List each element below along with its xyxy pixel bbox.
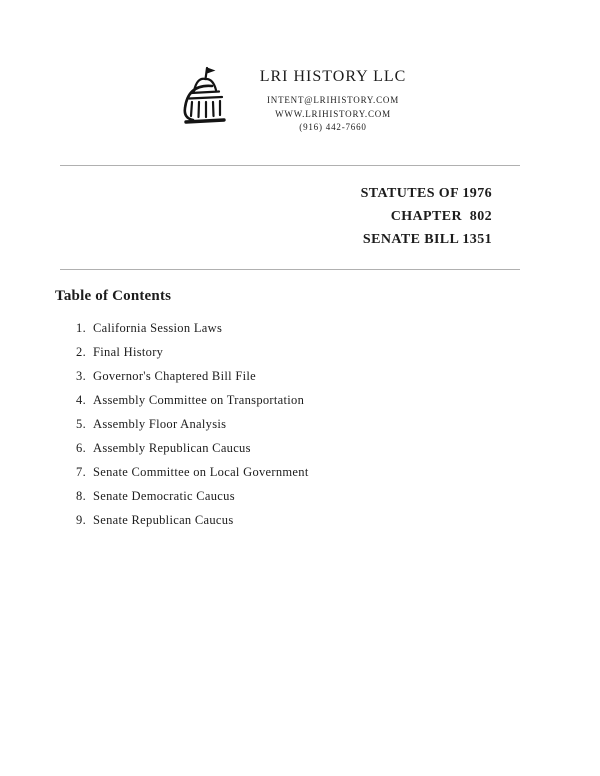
statute-bill: SENATE BILL 1351 [362, 231, 492, 247]
toc-item-label: Final History [93, 344, 164, 359]
capitol-logo-icon [174, 64, 230, 134]
toc-item [70, 465, 600, 489]
toc-item-number: 9. [76, 512, 86, 527]
toc-item [70, 441, 600, 465]
toc-title: Table of Contents [55, 287, 172, 304]
toc-item [70, 369, 600, 393]
letterhead [0, 60, 600, 135]
toc-item-number: 2. [76, 344, 86, 359]
phone-text: (916) 442-7660 [299, 122, 367, 132]
statute-block [0, 182, 492, 251]
toc-item-label: Assembly Republican Caucus [93, 440, 251, 455]
toc-item-label: California Session Laws [93, 320, 223, 335]
toc-item [70, 417, 600, 441]
toc-item-number: 8. [76, 488, 86, 503]
toc-item-label: Senate Democratic Caucus [93, 488, 235, 503]
divider-top [60, 165, 520, 166]
toc-item-number: 1. [76, 320, 86, 335]
toc-list [70, 321, 600, 537]
letterhead-contact [260, 60, 407, 135]
divider-bottom [60, 269, 520, 270]
toc-item-number: 5. [76, 416, 86, 431]
toc-item-number: 4. [76, 392, 86, 407]
statute-chapter: CHAPTER 802 [390, 208, 492, 224]
toc-item-label: Senate Republican Caucus [93, 512, 234, 527]
toc-item-label: Assembly Committee on Transportation [93, 392, 305, 407]
toc-item-number: 7. [76, 464, 86, 479]
toc-item [70, 393, 600, 417]
toc-item-number: 6. [76, 440, 86, 455]
toc-item [70, 489, 600, 513]
email-text: INTENT@LRIHISTORY.COM [266, 95, 399, 105]
website-text: WWW.LRIHISTORY.COM [275, 108, 391, 119]
toc-item-label: Senate Committee on Local Government [93, 464, 309, 479]
toc-item [70, 513, 600, 537]
toc-item [70, 321, 600, 345]
toc-item-number: 3. [76, 368, 86, 383]
company-name: LRI HISTORY LLC [259, 68, 407, 85]
toc-item [70, 345, 600, 369]
toc-item-label: Assembly Floor Analysis [93, 416, 227, 431]
toc-item-label: Governor's Chaptered Bill File [93, 368, 256, 383]
statute-year: STATUTES OF 1976 [360, 185, 492, 201]
